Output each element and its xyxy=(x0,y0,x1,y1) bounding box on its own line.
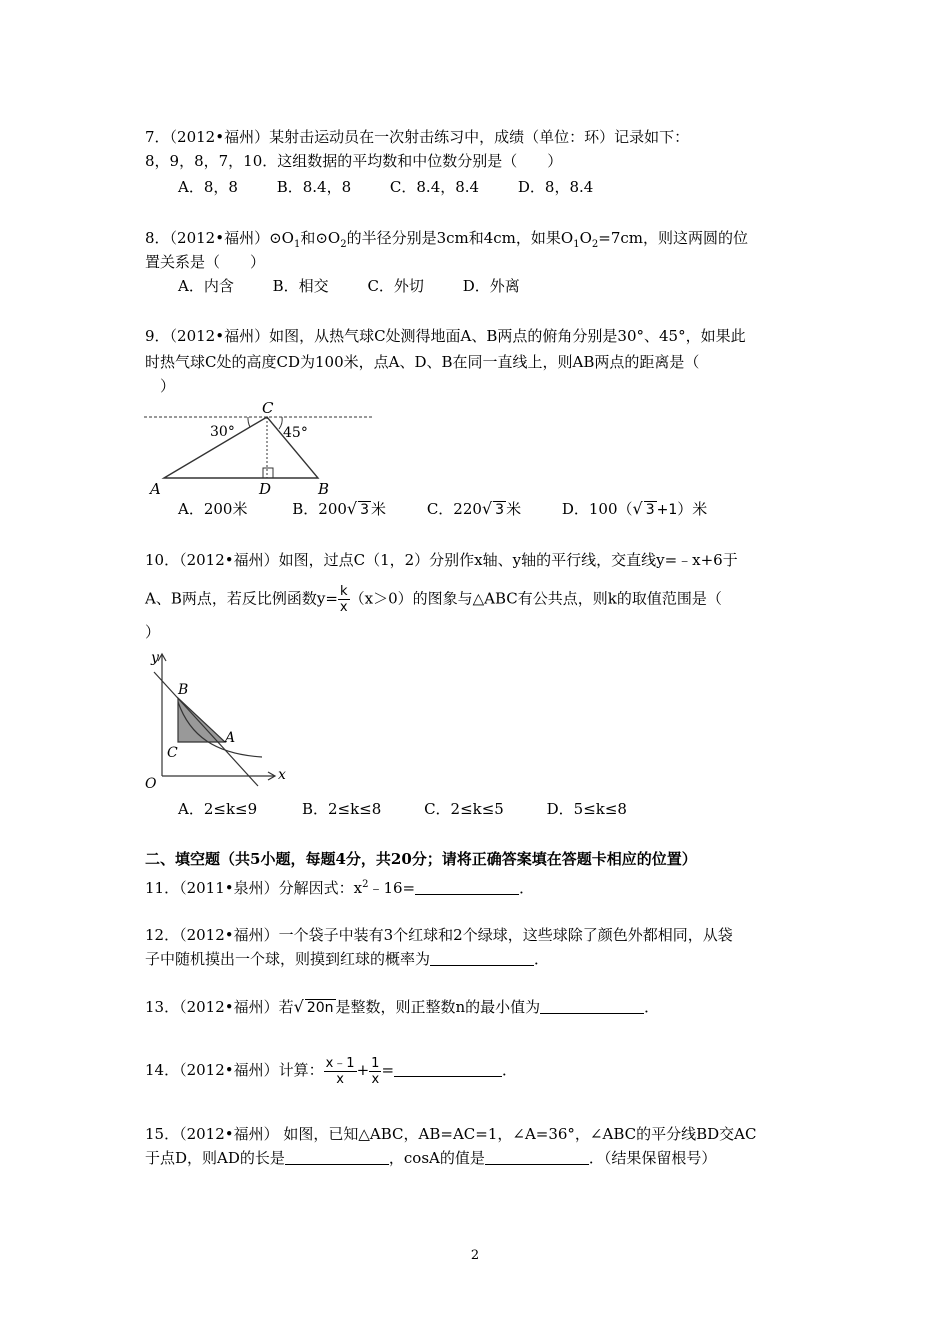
q11-line xyxy=(145,875,534,898)
q9-label-c: C xyxy=(262,399,274,417)
q12-answer-blank[interactable] xyxy=(430,951,534,966)
q9-options xyxy=(178,499,741,520)
q9-line2: 时热气球C处的高度CD为100米，点A、D、B在同一直线上，则AB两点的距离是（ xyxy=(145,353,700,371)
q10-label-x: x xyxy=(278,767,286,783)
radical-sign-icon: √ xyxy=(346,499,358,518)
q10-frac-denominator: x xyxy=(339,600,348,615)
q9-option-d xyxy=(562,500,707,518)
q9-option-c-post: 米 xyxy=(506,500,522,518)
q7-line2: 8，9，8，7，10．这组数据的平均数和中位数分别是（ ） xyxy=(145,152,563,170)
q9-figure xyxy=(140,398,380,498)
q15-answer-blank-1[interactable] xyxy=(285,1150,389,1165)
q8-sub-3: 1 xyxy=(573,239,580,250)
q8-text-e: =7cm，则这两圆的位 xyxy=(598,229,749,247)
q9-line1: 9．（2012•福州）如图，从热气球C处测得地面A、B两点的俯角分别是30°、45°，如果此 xyxy=(145,327,746,345)
q10-option-d: D．5≤k≤8 xyxy=(546,800,627,818)
q8-line2: 置关系是（ ） xyxy=(145,253,266,271)
q9-line3: ） xyxy=(160,377,176,395)
q7-option-d: D．8，8.4 xyxy=(517,178,594,196)
q13-line xyxy=(145,997,659,1017)
q13-end: ． xyxy=(644,998,660,1016)
q14-frac2-numerator: 1 xyxy=(371,1055,380,1071)
q12-end: ． xyxy=(534,950,550,968)
radical-sign-icon: √ xyxy=(632,499,643,518)
q9-right-angle xyxy=(263,468,273,478)
q10-line1: 10．（2012•福州）如图，过点C（1，2）分别作x轴、y轴的平行线，交直线y=﹣x+6于 xyxy=(145,551,738,569)
q8-text-a: 8．（2012•福州）⊙O xyxy=(145,229,294,247)
q14-fraction-1 xyxy=(324,1056,357,1087)
q7-line1: 7．（2012•福州）某射击运动员在一次射击练习中，成绩（单位：环）记录如下： xyxy=(145,128,690,146)
q9-option-d-pre: D．100（ xyxy=(561,500,633,518)
q11-post: ﹣16= xyxy=(368,879,416,897)
q9-option-c-pre: C．220 xyxy=(426,500,482,518)
q8-options xyxy=(178,276,554,296)
q15-line2 xyxy=(145,1148,716,1168)
q8-text-b: 和⊙O xyxy=(300,229,341,247)
q10-triangle-abc xyxy=(178,698,225,742)
q9-option-d-post: ）米 xyxy=(677,500,708,518)
q8-text-d: O xyxy=(579,229,592,247)
q9-option-d-radicand: 3 xyxy=(645,502,655,518)
radical-sign-icon: √ xyxy=(293,997,304,1016)
q15-answer-blank-2[interactable] xyxy=(485,1150,589,1165)
q10-line2-pre: A、B两点，若反比例函数y= xyxy=(145,589,338,608)
q10-fraction xyxy=(338,584,350,615)
q9-option-b-post: 米 xyxy=(371,500,387,518)
q9-label-45: 45° xyxy=(283,425,308,441)
q8-sub-1: 1 xyxy=(293,239,301,250)
q9-option-b-pre: B．200 xyxy=(292,500,347,518)
q14-equals: = xyxy=(381,1061,395,1079)
q8-text-c: 的半径分别是3cm和4cm，如果O xyxy=(346,229,574,247)
q10-label-o: O xyxy=(145,776,157,792)
q8-sub-4: 2 xyxy=(591,239,599,250)
q15-line2-pre: 于点D，则AD的长是 xyxy=(145,1149,285,1167)
q14-plus: + xyxy=(356,1061,370,1079)
q10-label-c: C xyxy=(167,745,178,761)
q9-option-c xyxy=(427,500,521,518)
q11-superscript: 2 xyxy=(362,879,369,890)
q12-line2-pre: 子中随机摸出一个球，则摸到红球的概率为 xyxy=(145,950,431,968)
q13-pre: 13．（2012•福州）若 xyxy=(145,998,294,1016)
q10-label-b: B xyxy=(178,682,189,698)
q8-option-a: A．内含 xyxy=(178,277,234,295)
q9-option-c-radicand: 3 xyxy=(495,502,505,518)
q8-line1 xyxy=(145,228,748,255)
q14-line xyxy=(145,1052,517,1088)
q9-label-30: 30° xyxy=(210,424,235,440)
q10-line2 xyxy=(145,584,722,615)
q10-label-y: y xyxy=(151,650,159,666)
q9-option-b xyxy=(292,500,386,518)
q7-options xyxy=(178,177,627,197)
q10-option-a: A．2≤k≤9 xyxy=(178,800,258,818)
q11-pre: 11．（2011•泉州）分解因式：x xyxy=(145,879,363,897)
q9-label-b: B xyxy=(318,480,330,498)
q8-sub-2: 2 xyxy=(340,239,347,250)
q8-option-c: C．外切 xyxy=(367,277,424,295)
q14-fraction-2 xyxy=(369,1056,381,1087)
q15-line1: 15．（2012•福州） 如图，已知△ABC，AB=AC=1，∠A=36°，∠ABC的平分线BD交AC xyxy=(145,1125,757,1143)
q9-label-d: D xyxy=(259,480,272,498)
q10-option-c: C．2≤k≤5 xyxy=(424,800,504,818)
q9-option-b-radicand: 3 xyxy=(360,502,370,518)
q12-line1: 12．（2012•福州）一个袋子中装有3个红球和2个绿球，这些球除了颜色外都相同，从袋 xyxy=(145,926,733,944)
q9-angle-arc-right xyxy=(279,417,282,429)
q15-line2-end: ．（结果保留根号） xyxy=(588,1149,717,1167)
q7-option-c: C．8.4，8.4 xyxy=(389,178,480,196)
page-number: 2 xyxy=(470,1248,480,1263)
q8-option-d: D．外离 xyxy=(462,277,520,295)
radical-sign-icon: √ xyxy=(481,499,493,518)
q10-figure xyxy=(140,646,300,792)
q10-frac-numerator: k xyxy=(338,584,350,600)
q10-options xyxy=(178,799,661,819)
q13-radicand: 20n xyxy=(306,1000,334,1016)
q14-frac1-numerator: x﹣1 xyxy=(325,1055,355,1071)
q7-option-a: A．8，8 xyxy=(178,178,238,196)
q8-option-b: B．相交 xyxy=(272,277,329,295)
q14-frac2-denominator: x xyxy=(371,1071,380,1087)
q12-line2 xyxy=(145,949,549,969)
q10-option-b: B．2≤k≤8 xyxy=(301,800,382,818)
q14-frac1-denominator: x xyxy=(336,1071,344,1087)
q11-end: ． xyxy=(519,879,535,897)
q11-answer-blank[interactable] xyxy=(415,880,519,895)
q9-angle-arc-left xyxy=(248,417,250,427)
q10-line3: ） xyxy=(145,623,161,641)
q10-line2-post: （x＞0）的图象与△ABC有公共点，则k的取值范围是（ xyxy=(349,589,722,608)
q9-option-a: A．200米 xyxy=(178,500,248,518)
q14-pre: 14．（2012•福州）计算： xyxy=(145,1061,324,1079)
section2-heading: 二、填空题（共5小题，每题4分，共20分；请将正确答案填在答题卡相应的位置） xyxy=(145,850,697,868)
q9-option-d-plus: +1 xyxy=(656,502,678,518)
q15-line2-mid: ，cosA的值是 xyxy=(388,1149,485,1167)
q10-line xyxy=(154,672,258,786)
q9-label-a: A xyxy=(150,480,161,498)
q7-option-b: B．8.4，8 xyxy=(276,178,352,196)
q13-answer-blank[interactable] xyxy=(540,999,644,1014)
q13-post: 是整数，则正整数n的最小值为 xyxy=(335,998,541,1016)
q10-label-a: A xyxy=(225,730,236,746)
q14-answer-blank[interactable] xyxy=(394,1062,502,1077)
q14-end: ． xyxy=(502,1061,518,1079)
